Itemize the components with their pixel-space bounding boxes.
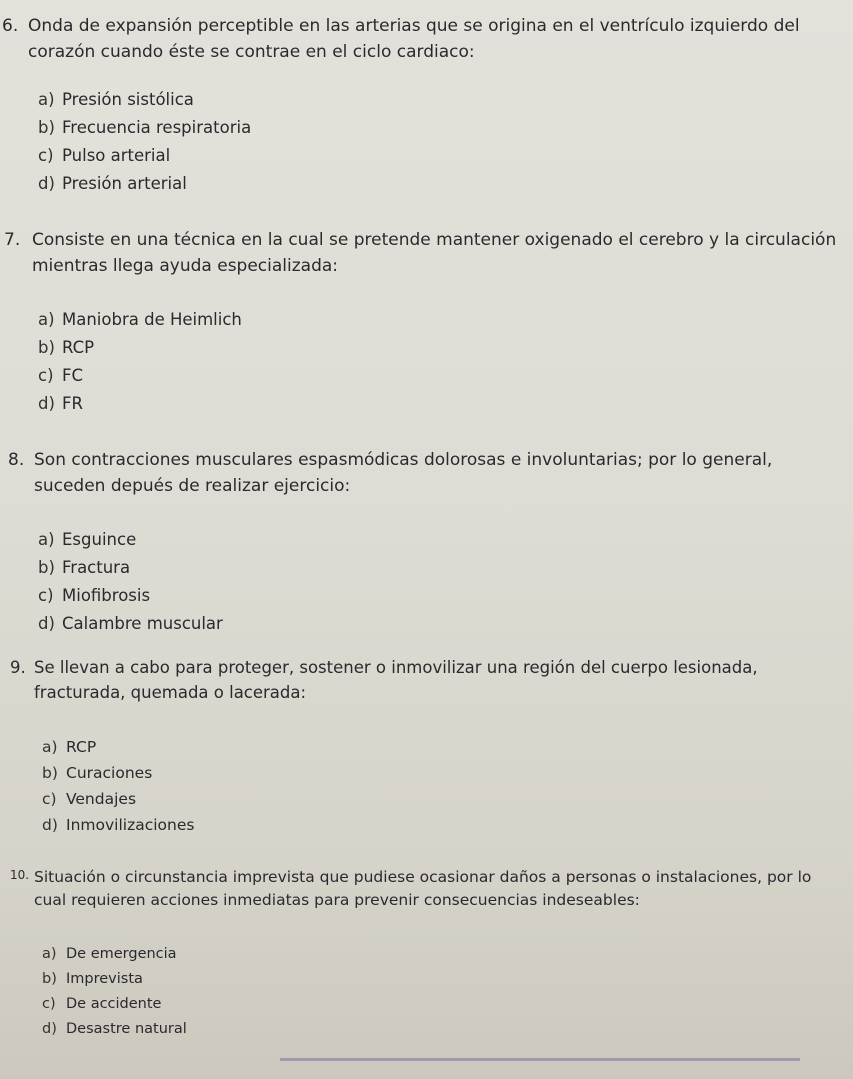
question-text: Son contracciones musculares espasmódicas dolorosas e involuntarias; por lo general, suceden depués de realizar ejercicio: — [34, 450, 773, 496]
option-b[interactable] — [42, 971, 187, 996]
option-c[interactable] — [38, 146, 251, 174]
question-text: Situación o circunstancia imprevista que pudiese ocasionar daños a personas o instalaciones, por lo cual requieren acciones inmediatas para prevenir consecuencias indeseables: — [34, 868, 812, 910]
option-a[interactable] — [38, 310, 242, 338]
option-text: Maniobra de Heimlich — [62, 310, 242, 329]
option-text: FR — [62, 394, 83, 413]
answer-options — [42, 946, 187, 1046]
option-text: Presión sistólica — [62, 90, 194, 109]
answer-options — [38, 310, 242, 422]
option-text: Fractura — [62, 558, 131, 577]
question-7 — [4, 228, 838, 413]
question-6 — [2, 14, 838, 193]
option-c[interactable] — [42, 790, 194, 816]
option-text: Esguince — [62, 530, 137, 549]
option-text: Vendajes — [66, 790, 137, 808]
option-letter: a) — [38, 310, 55, 329]
question-number: 9. — [10, 658, 26, 677]
question-stem — [2, 14, 838, 65]
option-d[interactable] — [42, 1021, 187, 1046]
option-letter: a) — [42, 738, 58, 756]
option-letter: b) — [38, 338, 55, 357]
option-letter: c) — [42, 996, 56, 1012]
question-stem — [8, 866, 838, 913]
answer-options — [38, 90, 251, 202]
option-b[interactable] — [38, 558, 223, 586]
bottom-edge-strip — [280, 1058, 800, 1061]
option-d[interactable] — [38, 614, 223, 642]
option-letter: c) — [38, 146, 54, 165]
option-letter: c) — [38, 586, 54, 605]
answer-options — [38, 530, 223, 642]
question-number: 10. — [10, 868, 30, 882]
option-b[interactable] — [42, 764, 194, 790]
option-text: Miofibrosis — [62, 586, 151, 605]
question-number: 7. — [4, 230, 21, 250]
option-text: Pulso arterial — [62, 146, 171, 165]
option-letter: a) — [38, 90, 55, 109]
option-text: De emergencia — [66, 946, 177, 962]
option-letter: b) — [38, 118, 55, 137]
option-d[interactable] — [38, 394, 242, 422]
option-c[interactable] — [38, 366, 242, 394]
option-text: Calambre muscular — [62, 614, 223, 633]
option-letter: a) — [38, 530, 55, 549]
option-letter: d) — [42, 816, 58, 834]
option-letter: d) — [38, 174, 55, 193]
answer-options — [42, 738, 194, 842]
option-a[interactable] — [38, 530, 223, 558]
option-c[interactable] — [38, 586, 223, 614]
question-number: 8. — [8, 450, 25, 470]
option-a[interactable] — [42, 946, 187, 971]
question-9 — [8, 656, 838, 834]
option-letter: d) — [42, 1021, 57, 1037]
option-b[interactable] — [38, 338, 242, 366]
option-text: RCP — [66, 738, 97, 756]
question-text: Onda de expansión perceptible en las arterias que se origina en el ventrículo izquierdo del corazón cuando éste se contrae en el ciclo cardiaco: — [28, 16, 800, 62]
option-letter: d) — [38, 394, 55, 413]
option-text: Curaciones — [66, 764, 153, 782]
option-a[interactable] — [38, 90, 251, 118]
option-text: De accidente — [66, 996, 162, 1012]
option-text: FC — [62, 366, 84, 385]
option-text: RCP — [62, 338, 95, 357]
option-letter: c) — [42, 790, 57, 808]
option-text: Frecuencia respiratoria — [62, 118, 252, 137]
option-text: Presión arterial — [62, 174, 187, 193]
option-letter: b) — [38, 558, 55, 577]
question-stem — [4, 228, 838, 279]
question-number: 6. — [2, 16, 19, 36]
question-10 — [8, 866, 838, 1037]
question-stem — [8, 656, 838, 706]
option-letter: d) — [38, 614, 55, 633]
option-letter: b) — [42, 764, 58, 782]
question-stem — [8, 448, 838, 499]
option-d[interactable] — [38, 174, 251, 202]
question-text: Se llevan a cabo para proteger, sostener o inmovilizar una región del cuerpo lesionada, fracturada, quemada o lacerada: — [34, 658, 758, 702]
question-8 — [8, 448, 838, 633]
option-text: Desastre natural — [66, 1021, 187, 1037]
option-letter: b) — [42, 971, 57, 987]
option-letter: a) — [42, 946, 57, 962]
option-letter: c) — [38, 366, 54, 385]
option-d[interactable] — [42, 816, 194, 842]
question-text: Consiste en una técnica en la cual se pretende mantener oxigenado el cerebro y la circulación mientras llega ayuda especializada: — [32, 230, 837, 276]
option-b[interactable] — [38, 118, 251, 146]
option-text: Imprevista — [66, 971, 143, 987]
option-text: Inmovilizaciones — [66, 816, 195, 834]
option-a[interactable] — [42, 738, 194, 764]
option-c[interactable] — [42, 996, 187, 1021]
